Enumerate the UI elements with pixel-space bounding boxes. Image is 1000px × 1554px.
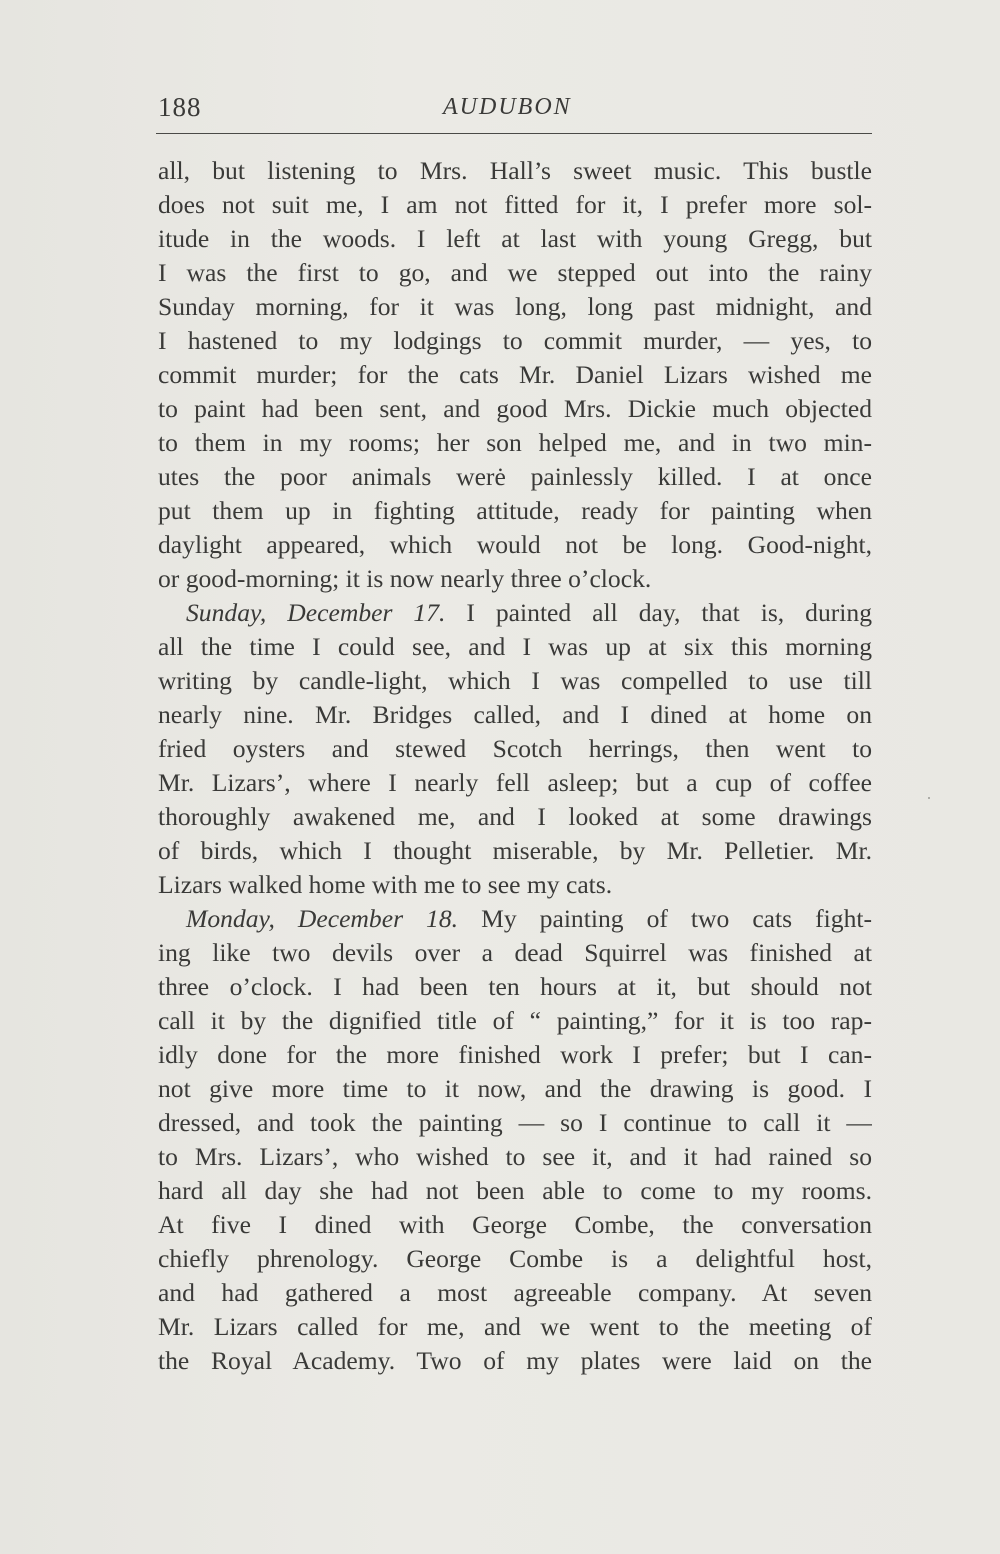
text-line: itude in the woods. I left at last with young Gregg, but <box>158 224 872 253</box>
text-line-entry-monday <box>158 902 872 936</box>
text-line: put them up in fighting attitude, ready for painting when <box>158 496 872 525</box>
entry-date-sunday: Sunday, December 17. <box>186 598 446 627</box>
text-line: not give more time to it now, and the drawing is good. I <box>158 1074 872 1103</box>
text-line: ing like two devils over a dead Squirrel was finished at <box>158 938 872 967</box>
text-line: to paint had been sent, and good Mrs. Dickie much objected <box>158 394 872 423</box>
text-line: daylight appeared, which would not be long. Good-night, <box>158 530 872 559</box>
text-line: Mr. Lizars’, where I nearly fell asleep; but a cup of coffee <box>158 768 872 797</box>
entry-text: I painted all day, that is, during <box>466 598 872 627</box>
text-line: fried oysters and stewed Scotch herrings, then went to <box>158 734 872 763</box>
text-line: chiefly phrenology. George Combe is a delightful host, <box>158 1244 872 1273</box>
text-line: three o’clock. I had been ten hours at it, but should not <box>158 972 872 1001</box>
text-line: At five I dined with George Combe, the conversation <box>158 1210 872 1239</box>
header-rule <box>156 133 872 134</box>
text-line: idly done for the more finished work I prefer; but I can- <box>158 1040 872 1069</box>
text-line: the Royal Academy. Two of my plates were laid on the <box>158 1346 872 1375</box>
text-line: call it by the dignified title of “ painting,” for it is too rap- <box>158 1006 872 1035</box>
text-line: of birds, which I thought miserable, by Mr. Pelletier. Mr. <box>158 836 872 865</box>
page-number: 188 <box>158 92 202 122</box>
text-line: writing by candle-light, which I was compelled to use till <box>158 666 872 695</box>
text-line: I was the first to go, and we stepped out into the rainy <box>158 258 872 287</box>
text-line: or good-morning; it is now nearly three o’clock. <box>158 564 652 593</box>
paper-speck <box>928 797 930 799</box>
text-line: Lizars walked home with me to see my cats. <box>158 870 613 899</box>
text-line: nearly nine. Mr. Bridges called, and I dined at home on <box>158 700 872 729</box>
running-title: AUDUBON <box>443 94 572 120</box>
text-line: Mr. Lizars called for me, and we went to the meeting of <box>158 1312 872 1341</box>
text-line: commit murder; for the cats Mr. Daniel Lizars wished me <box>158 360 872 389</box>
text-line: and had gathered a most agreeable company. At seven <box>158 1278 872 1307</box>
text-line: I hastened to my lodgings to commit murder, — yes, to <box>158 326 872 355</box>
text-line: hard all day she had not been able to come to my rooms. <box>158 1176 872 1205</box>
text-line: to Mrs. Lizars’, who wished to see it, and it had rained so <box>158 1142 872 1171</box>
running-head <box>158 92 872 128</box>
text-line-entry-sunday <box>158 596 872 630</box>
text-line: to them in my rooms; her son helped me, and in two min- <box>158 428 872 457</box>
text-line: thoroughly awakened me, and I looked at some drawings <box>158 802 872 831</box>
entry-date-monday: Monday, December 18. <box>186 904 459 933</box>
body-text <box>158 154 872 1378</box>
text-line: does not suit me, I am not fitted for it, I prefer more sol- <box>158 190 872 219</box>
text-line: all, but listening to Mrs. Hall’s sweet music. This bustle <box>158 156 872 185</box>
text-line: utes the poor animals werė painlessly killed. I at once <box>158 462 872 491</box>
text-line: dressed, and took the painting — so I continue to call it — <box>158 1108 872 1137</box>
text-line: Sunday morning, for it was long, long past midnight, and <box>158 292 872 321</box>
text-line: all the time I could see, and I was up at six this morning <box>158 632 872 661</box>
entry-text: My painting of two cats fight- <box>481 904 872 933</box>
